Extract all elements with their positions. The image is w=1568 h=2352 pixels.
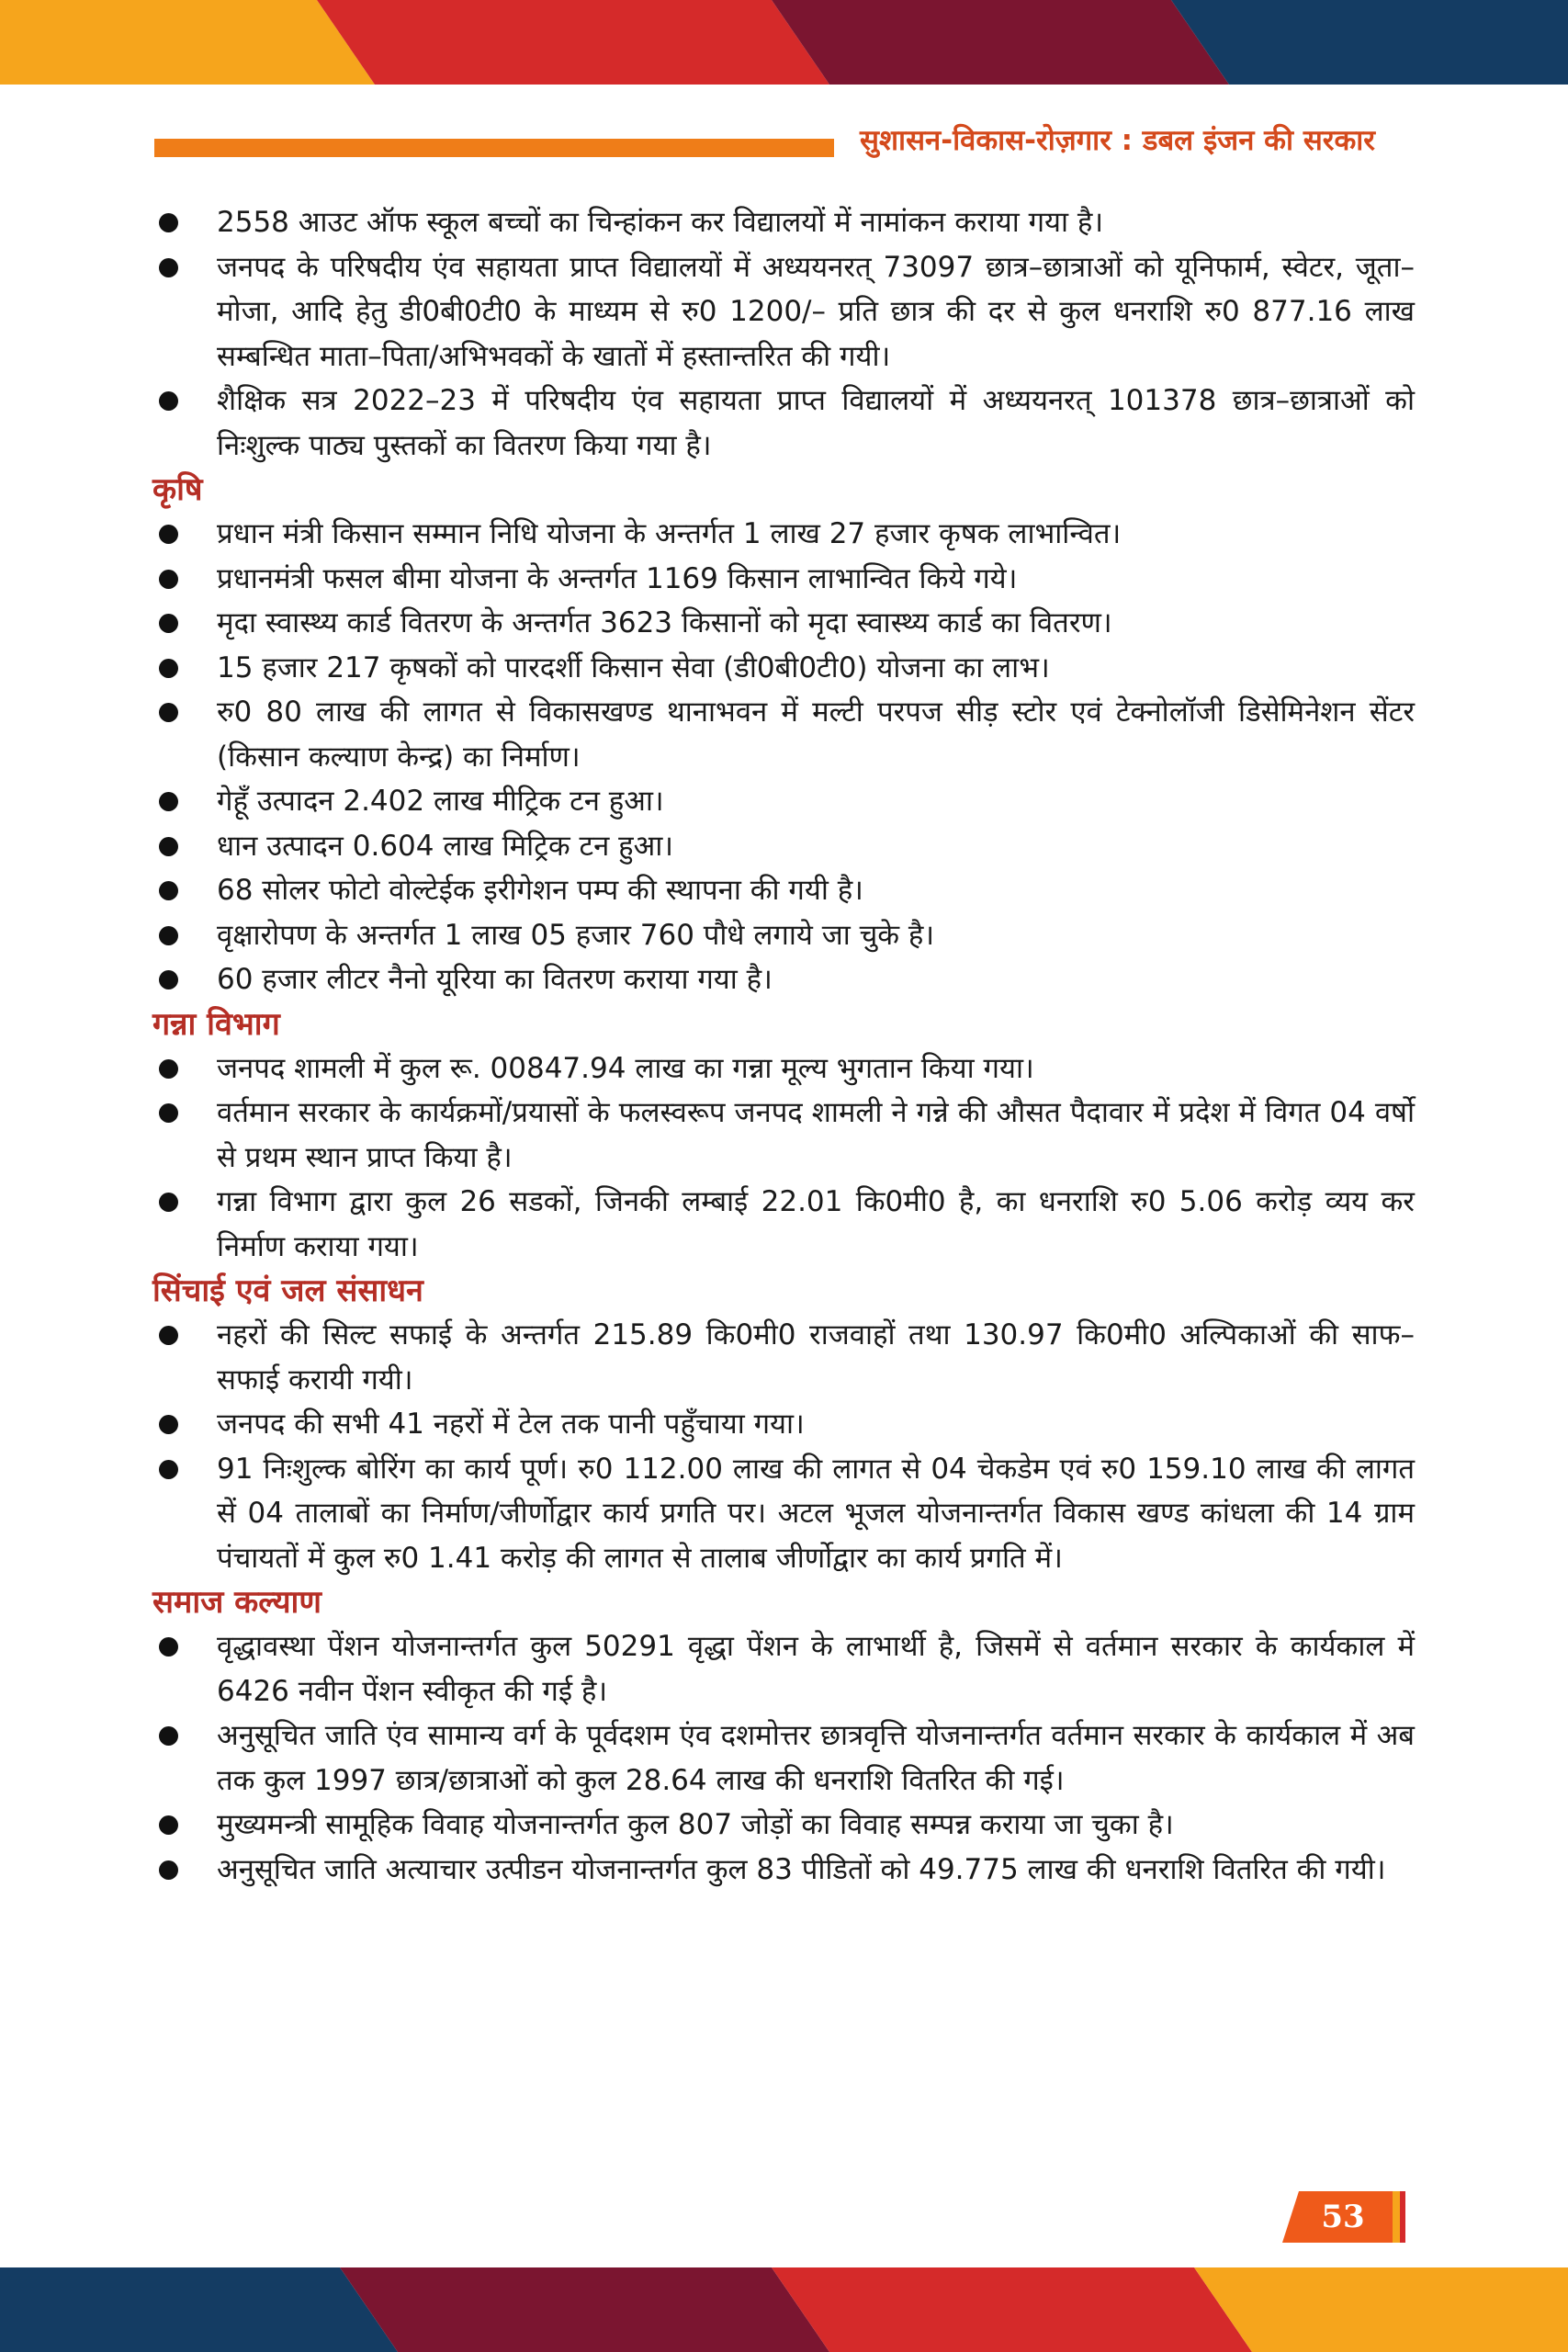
list-item: 68 सोलर फोटो वोल्टेईक इरीगेशन पम्प की स्थापना की गयी है।	[152, 868, 1415, 913]
list-item: 91 निःशुल्क बोरिंग का कार्य पूर्ण। रु0 112.00 लाख की लागत से 04 चेकडेम एवं रु0 159.10 लाख की लागत सें 04 तालाबों का निर्माण/जीर्णोद्वार कार्य प्रगति पर। अटल भूजल योजनान्तर्गत विकास खण्ड कांधला की 14 ग्राम पंचायतों में कुल रु0 1.41 करोड़ की लागत से तालाब जीर्णोद्वार का कार्य प्रगति में।	[152, 1447, 1415, 1581]
section-heading: समाज कल्याण	[152, 1584, 321, 1621]
agriculture-section	[152, 468, 1415, 1002]
social-welfare-section	[152, 1580, 1415, 1892]
band-maroon-stripe	[340, 2267, 829, 2352]
list-item: प्रधान मंत्री किसान सम्मान निधि योजना के अन्तर्गत 1 लाख 27 हजार कृषक लाभान्वित।	[152, 512, 1415, 557]
agriculture-list	[152, 512, 1415, 1002]
list-item: गन्ना विभाग द्वारा कुल 26 सडकों, जिनकी लम्बाई 22.01 कि0मी0 है, का धनराशि रु0 5.06 करोड़ व्यय कर निर्माण कराया गया।	[152, 1180, 1415, 1269]
irrigation-section	[152, 1269, 1415, 1580]
band-navy-stripe	[0, 2267, 398, 2352]
education-list	[152, 200, 1415, 468]
list-item: मृदा स्वास्थ्य कार्ड वितरण के अन्तर्गत 3623 किसानों को मृदा स्वास्थ्य कार्ड का वितरण।	[152, 601, 1415, 646]
section-heading: कृषि	[152, 471, 203, 508]
page-number: 53	[1321, 2199, 1365, 2235]
band-yellow-stripe	[1194, 2267, 1568, 2352]
section-heading: गन्ना विभाग	[152, 1005, 280, 1043]
education-section	[152, 200, 1415, 468]
list-item: 2558 आउट ऑफ स्कूल बच्चों का चिन्हांकन कर विद्यालयों में नामांकन कराया गया है।	[152, 200, 1415, 245]
list-item: जनपद की सभी 41 नहरों में टेल तक पानी पहुँचाया गया।	[152, 1402, 1415, 1447]
list-item: जनपद शामली में कुल रू. 00847.94 लाख का गन्ना मूल्य भुगतान किया गया।	[152, 1046, 1415, 1091]
list-item: जनपद के परिषदीय एंव सहायता प्राप्त विद्यालयों में अध्ययनरत् 73097 छात्र–छात्राओं को यूनिफार्म, स्वेटर, जूता–मोजा, आदि हेतु डी0बी0टी0 के माध्यम से रु0 1200/– प्रति छात्र की दर से कुल धनराशि रु0 877.16 लाख सम्बन्धित माता–पिता/अभिभवकों के खातों में हस्तान्तरित की गयी।	[152, 245, 1415, 379]
section-heading: सिंचाई एवं जल संसाधन	[152, 1272, 423, 1309]
band-red-stripe	[772, 2267, 1252, 2352]
running-header-title: सुशासन-विकास-रोज़गार : डबल इंजन की सरकार	[860, 124, 1375, 157]
header-rule	[154, 139, 834, 157]
list-item: धान उत्पादन 0.604 लाख मिट्रिक टन हुआ।	[152, 824, 1415, 869]
irrigation-list	[152, 1313, 1415, 1580]
list-item: वर्तमान सरकार के कार्यक्रमों/प्रयासों के फलस्वरूप जनपद शामली ने गन्ने की औसत पैदावार में प्रदेश में विगत 04 वर्षो से प्रथम स्थान प्राप्त किया है।	[152, 1091, 1415, 1180]
bottom-decorative-band	[0, 2267, 1568, 2352]
list-item: अनुसूचित जाति अत्याचार उत्पीडन योजनान्तर्गत कुल 83 पीडितों को 49.775 लाख की धनराशि वितरित की गयी।	[152, 1848, 1415, 1893]
list-item: प्रधानमंत्री फसल बीमा योजना के अन्तर्गत 1169 किसान लाभान्वित किये गये।	[152, 557, 1415, 602]
top-decorative-band	[0, 0, 1568, 85]
list-item: वृक्षारोपण के अन्तर्गत 1 लाख 05 हजार 760 पौधे लगाये जा चुके है।	[152, 913, 1415, 958]
list-item: गेहूँ उत्पादन 2.402 लाख मीट्रिक टन हुआ।	[152, 779, 1415, 824]
page-content	[152, 200, 1415, 1892]
band-navy-stripe	[1171, 0, 1568, 85]
list-item: नहरों की सिल्ट सफाई के अन्तर्गत 215.89 कि0मी0 राजवाहों तथा 130.97 कि0मी0 अल्पिकाओं की साफ–सफाई करायी गयी।	[152, 1313, 1415, 1402]
band-maroon-stripe	[772, 0, 1229, 85]
list-item: 15 हजार 217 कृषकों को पारदर्शी किसान सेवा (डी0बी0टी0) योजना का लाभ।	[152, 646, 1415, 691]
band-red-stripe	[317, 0, 829, 85]
list-item: शैक्षिक सत्र 2022–23 में परिषदीय एंव सहायता प्राप्त विद्यालयों में अध्ययनरत् 101378 छात्र–छात्राओं को निःशुल्क पाठ्य पुस्तकों का वितरण किया गया है।	[152, 379, 1415, 468]
sugarcane-section	[152, 1002, 1415, 1270]
list-item: 60 हजार लीटर नैनो यूरिया का वितरण कराया गया है।	[152, 957, 1415, 1002]
list-item: मुख्यमन्त्री सामूहिक विवाह योजनान्तर्गत कुल 807 जोड़ों का विवाह सम्पन्न कराया जा चुका है।	[152, 1803, 1415, 1848]
list-item: रु0 80 लाख की लागत से विकासखण्ड थानाभवन में मल्टी परपज सीड़ स्टोर एवं टेक्नोलॉजी डिसेमिनेशन सेंटर (किसान कल्याण केन्द्र) का निर्माण।	[152, 690, 1415, 779]
social-welfare-list	[152, 1624, 1415, 1892]
band-yellow-stripe	[0, 0, 375, 85]
sugarcane-list	[152, 1046, 1415, 1270]
list-item: वृद्धावस्था पेंशन योजनान्तर्गत कुल 50291 वृद्धा पेंशन के लाभार्थी है, जिसमें से वर्तमान सरकार के कार्यकाल में 6426 नवीन पेंशन स्वीकृत की गई है।	[152, 1624, 1415, 1713]
list-item: अनुसूचित जाति एंव सामान्य वर्ग के पूर्वदशम एंव दशमोत्तर छात्रवृत्ति योजनान्तर्गत वर्तमान सरकार के कार्यकाल में अब तक कुल 1997 छात्र/छात्राओं को कुल 28.64 लाख की धनराशि वितरित की गई।	[152, 1713, 1415, 1803]
